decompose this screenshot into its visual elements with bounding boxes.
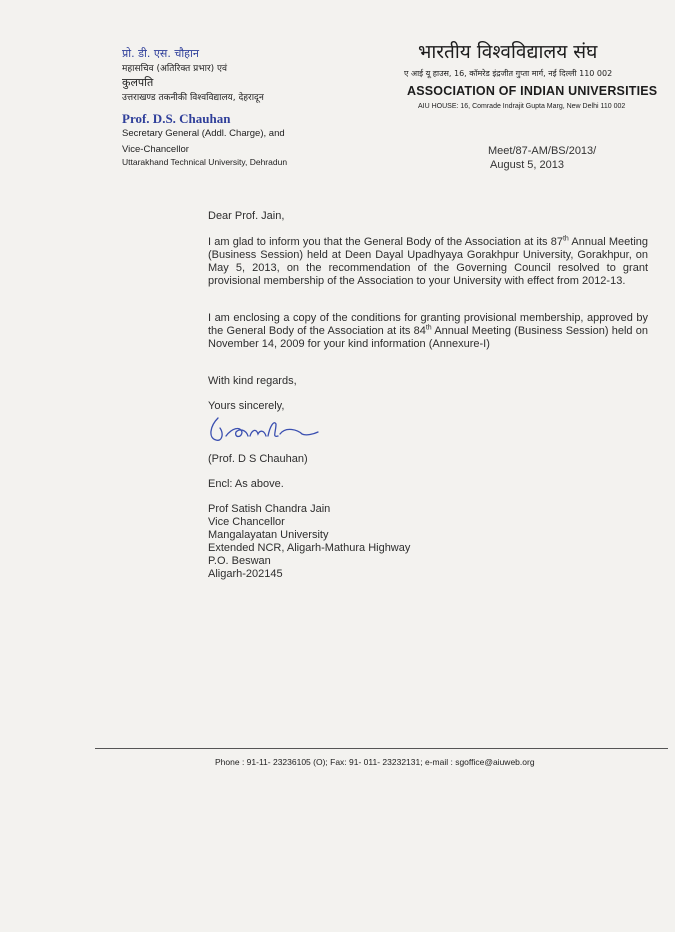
regards-line: With kind regards, bbox=[208, 375, 297, 387]
letter-date: August 5, 2013 bbox=[490, 159, 565, 171]
recipient-line: Vice Chancellor bbox=[208, 516, 285, 528]
recipient-line: Prof Satish Chandra Jain bbox=[208, 503, 331, 515]
paragraph-2 bbox=[208, 312, 648, 351]
organization-address-english: AIU HOUSE: 16, Comrade Indrajit Gupta Marg, New Delhi 110 002 bbox=[418, 103, 626, 110]
signer-name: (Prof. D S Chauhan) bbox=[208, 453, 308, 465]
recipient-address bbox=[208, 503, 410, 581]
organization-name-hindi: भारतीय विश्वविद्यालय संघ bbox=[418, 41, 598, 63]
sender-title-hindi-1: महासचिव (अतिरिक्त प्रभार) एवं bbox=[122, 64, 227, 74]
reference-number: Meet/87-AM/BS/2013/ bbox=[488, 145, 597, 157]
sender-institution-english: Uttarakhand Technical University, Dehradun bbox=[122, 157, 288, 167]
organization-address-hindi: ए आई यू हाउस, 16, कॉमरेड इंद्रजीत गुप्ता मार्ग, नई दिल्ली 110 002 bbox=[404, 69, 613, 78]
closing-line: Yours sincerely, bbox=[208, 400, 285, 412]
enclosure-note: Encl: As above. bbox=[208, 478, 284, 490]
paragraph-2-superscript: th bbox=[425, 324, 432, 332]
sender-institution-hindi: उत्तराखण्ड तकनीकी विश्वविद्यालय, देहरादून bbox=[122, 93, 264, 103]
paragraph-2-text-b: Annual Meeting (Business Session) held on November 14, 2009 for your kind information (Annexure-I) bbox=[208, 325, 648, 350]
paragraph-1-text-a: I am glad to inform you that the General Body of the Association at its 87 bbox=[208, 236, 563, 248]
sender-name-english: Prof. D.S. Chauhan bbox=[122, 111, 231, 126]
sender-title-english-2: Vice-Chancellor bbox=[122, 144, 189, 155]
paragraph-1 bbox=[208, 236, 648, 288]
paragraph-1-superscript: th bbox=[562, 235, 569, 243]
salutation: Dear Prof. Jain, bbox=[208, 210, 285, 222]
sender-title-hindi-2: कुलपति bbox=[122, 76, 154, 89]
organization-name-english: ASSOCIATION OF INDIAN UNIVERSITIES bbox=[407, 84, 658, 98]
recipient-line: P.O. Beswan bbox=[208, 555, 271, 567]
recipient-line: Mangalayatan University bbox=[208, 529, 329, 541]
paragraph-2-text-a: I am enclosing a copy of the conditions for granting provisional membership, approved by the General Body of the Association at its 84 bbox=[208, 312, 648, 337]
footer-divider bbox=[95, 748, 668, 749]
sender-name-hindi: प्रो. डी. एस. चौहान bbox=[122, 47, 199, 60]
handwritten-signature bbox=[206, 412, 336, 446]
footer-contact: Phone : 91-11- 23236105 (O); Fax: 91- 011- 23232131; e-mail : sgoffice@aiuweb.org bbox=[215, 757, 535, 767]
recipient-line: Extended NCR, Aligarh-Mathura Highway bbox=[208, 542, 411, 554]
paragraph-1-text-b: Annual Meeting (Business Session) held at Deen Dayal Upadhyaya Gorakhpur University, Gorakhpur, on May 5, 2013, on the recommendation of the Governing Council resolved to grant provisional membership of the Association to your University with effect from 2012-13. bbox=[208, 236, 649, 287]
sender-title-english-1: Secretary General (Addl. Charge), and bbox=[122, 128, 285, 139]
recipient-line: Aligarh-202145 bbox=[208, 568, 283, 580]
